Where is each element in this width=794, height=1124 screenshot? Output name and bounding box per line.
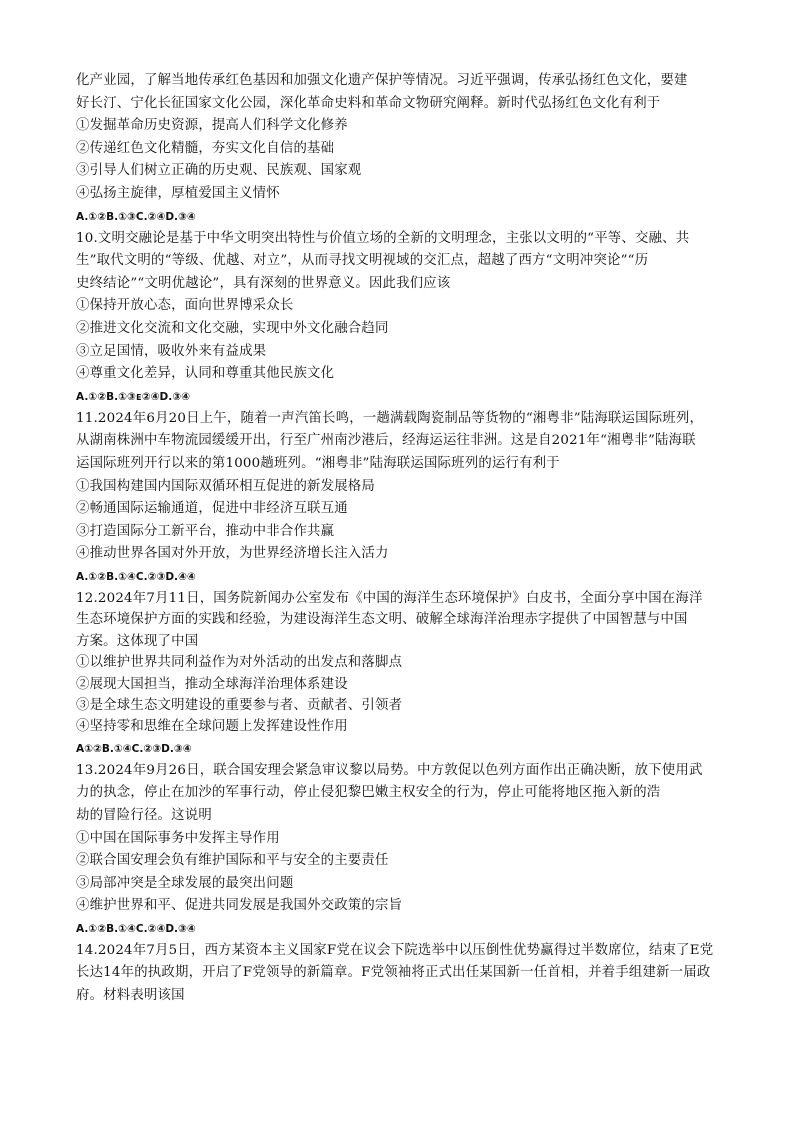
question-text-line: 14.2024年7月5日，西方某资本主义国家F党在议会下院选举中以压倒性优势赢得过半数席位，结束了E党 <box>76 942 714 958</box>
question-text-line: 方案。这体现了中国 <box>76 633 199 649</box>
question-text-line: 力的执念，停止在加沙的军事行动，停止侵犯黎巴嫩主权安全的行为，停止可能将地区拖入新的浩 <box>76 785 661 801</box>
question-text-line: 化产业园，了解当地传承红色基因和加强文化遗产保护等情况。习近平强调，传承弘扬红色文化，要建 <box>76 73 688 88</box>
question-11 <box>76 408 718 588</box>
choice-item: ④推动世界各国对外开放，为世界经济增长注入活力 <box>76 546 389 562</box>
question-text-line: 运国际班列开行以来的第1000趟班列。“湘粤非”陆海联运国际班列的运行有利于 <box>76 455 560 471</box>
question-text-line: 生”取代文明的“等级、优越、对立”，从而寻找文明视域的交汇点，超越了西方“文明冲突论”“历 <box>76 253 649 269</box>
choice-item: ④尊重文化差异，认同和尊重其他民族文化 <box>76 366 335 382</box>
question-12 <box>76 588 718 760</box>
question-9-continued <box>76 70 718 228</box>
question-text-line: 13.2024年9月26日，联合国安理会紧急审议黎以局势。中方敦促以色列方面作出正确决断，放下使用武 <box>76 762 703 778</box>
choice-item: ①中国在国际事务中发挥主导作用 <box>76 830 280 846</box>
choice-item: ①保持开放心态，面向世界博采众长 <box>76 298 294 314</box>
question-text-line: 11.2024年6月20日上午，随着一声汽笛长鸣，一趟满载陶瓷制品等货物的“湘粤非”陆海联运国际班列， <box>76 410 704 426</box>
choice-item: ①发掘革命历史资源，提高人们科学文化修养 <box>76 118 348 134</box>
question-10 <box>76 228 718 408</box>
choice-item: ③局部冲突是全球发展的最突出问题 <box>76 875 294 891</box>
question-text-line: 史终结论”“文明优越论”，具有深刻的世界意义。因此我们应该 <box>76 275 451 291</box>
choice-item: ①以维护世界共同利益作为对外活动的出发点和落脚点 <box>76 655 403 671</box>
question-text-line: 府。材料表明该国 <box>76 988 185 1004</box>
choice-item: ②推进文化交流和文化交融，实现中外文化融合趋同 <box>76 320 389 336</box>
question-text-line: 10.文明交融论是基于中华文明突出特性与价值立场的全新的文明理念，主张以文明的“平等、交融、共 <box>76 230 690 246</box>
answer-options: A.①②B.①④C.②④D.③④ <box>76 922 196 935</box>
question-14 <box>76 940 718 1008</box>
question-text-line: 劫的冒险行径。这说明 <box>76 807 212 823</box>
choice-item: ③引导人们树立正确的历史观、民族观、国家观 <box>76 163 362 179</box>
question-text-line: 好长汀、宁化长征国家文化公园，深化革命史料和革命文物研究阐释。新时代弘扬红色文化有利于 <box>76 95 661 111</box>
choice-item: ③打造国际分工新平台，推动中非合作共赢 <box>76 523 335 539</box>
choice-item: ②展现大国担当，推动全球海洋治理体系建设 <box>76 676 348 692</box>
answer-options: A①②B.①④C.②③D.③④ <box>76 742 192 755</box>
choice-item: ④坚持零和思维在全球问题上发挥建设性作用 <box>76 719 348 735</box>
choice-item: ②传递红色文化精髓，夯实文化自信的基础 <box>76 140 335 156</box>
choice-item: ②畅通国际运输通道，促进中非经济互联互通 <box>76 501 348 517</box>
exam-page <box>76 70 718 1008</box>
choice-item: ①我国构建国内国际双循环相互促进的新发展格局 <box>76 478 375 494</box>
question-text-line: 从湖南株洲中车物流园缓缓开出，行至广州南沙港后，经海运运往非洲。这是自2021年“湘粤非”陆海联 <box>76 433 696 449</box>
choice-item: ②联合国安理会负有维护国际和平与安全的主要责任 <box>76 853 389 869</box>
answer-options: A.①②B.①③C.②④D.③④ <box>76 210 196 223</box>
choice-item: ④维护世界和平、促进共同发展是我国外交政策的宗旨 <box>76 898 403 914</box>
choice-item: ③是全球生态文明建设的重要参与者、贡献者、引领者 <box>76 697 403 713</box>
answer-options: A.①②B.①④C.②③D.④④ <box>76 570 196 583</box>
question-text-line: 12.2024年7月11日，国务院新闻办公室发布《中国的海洋生态环境保护》白皮书，全面分享中国在海洋 <box>76 590 703 606</box>
question-13 <box>76 760 718 940</box>
question-text-line: 长达14年的执政期，开启了F党领导的新篇章。F党领袖将正式出任某国新一任首相，并着手组建新一届政 <box>76 965 711 981</box>
choice-item: ③立足国情，吸收外来有益成果 <box>76 343 267 359</box>
choice-item: ④弘扬主旋律，厚植爱国主义情怀 <box>76 185 280 201</box>
question-text-line: 生态环境保护方面的实践和经验，为建设海洋生态文明、破解全球海洋治理赤字提供了中国智慧与中国 <box>76 612 688 628</box>
answer-options: A.①②B.①③ᴇ②④D.③④ <box>76 390 190 403</box>
